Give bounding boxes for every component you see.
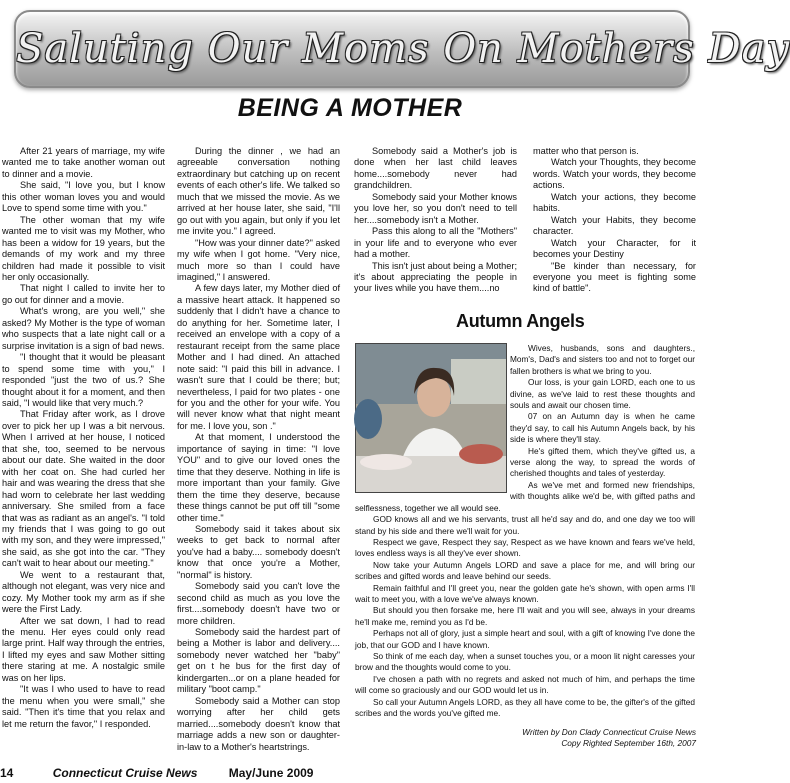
paragraph: "It was I who used to have to read the menu when you were small," she said. "Then it's time that you relax and let me return the favor," I responded. [2,684,165,729]
poem-stanza: Our loss, is your gain LORD, each one to us divine, as we've laid to rest these thoughts and souls and await our chosen time. [510,377,695,411]
paragraph: A few days later, my Mother died of a massive heart attack. It happened so suddenly that I didn't have a chance to do anything for her. Sometime later, I received an envelope with a copy of a restaurant receipt from the same place Mother and I had dined. An attached note said: "I paid this bill in advance. I wasn't sure that I could be there; but; nevertheless, I paid for two plates - one for you and the other for your wife. You will never know what that night meant for me. I love you, son ." [177,283,340,431]
poem-stanza: Perhaps not all of glory, just a simple heart and soul, with a gift of knowing I've done the job, that our GOD and I have known. [355,628,695,650]
page-number: 14 [0,766,14,780]
publication-name: Connecticut Cruise News [52,766,198,780]
poem-credit [522,727,696,749]
paragraph: "How was your dinner date?" asked my wife when I got home. "Very nice, much more so than I could have imagined," I answered. [177,237,340,282]
paragraph: Watch your Habits, they become character. [533,214,696,237]
paragraph: Somebody said you can't love the second child as much as you love the first....somebody doesn't have two or more children. [177,581,340,626]
poem-stanza: 07 on an Autumn day is when he came they'd say, to call his Autumn Angels back, by his side is where they'll stay. [510,411,695,445]
article-column-3 [354,146,517,295]
poem-stanza: GOD knows all and we his servants, trust all he'd say and do, and one day we too will stand by his side and there we'll wait for you. [355,514,695,536]
paragraph: After we sat down, I had to read the menu. Her eyes could only read large print. Half way through the entries, I lifted my eyes and saw Mother sitting there staring at me. A nostalgic smile was on her lips. [2,615,165,683]
paragraph: "I thought that it would be pleasant to spend some time with you," I responded "just the two of us.? She thought about it for a moment, and then said, "I would like that very much.? [2,352,165,408]
poem-stanza: So call your Autumn Angels LORD, as they all have come to be, the gifter's of the gifted scribes and the words you've gifted me. [355,696,695,718]
paragraph: Watch your Thoughts, they become words. Watch your words, they become actions. [533,157,696,191]
paragraph: That night I called to invite her to go out for dinner and a movie. [2,283,165,305]
article-column-4 [533,146,696,295]
article-column-2 [177,146,340,753]
poem-stanza: So think of me each day, when a sunset touches you, or a moon lit night caresses your brow and the thoughts would come to you. [355,650,695,673]
banner-title: Saluting Our Moms On Mothers Day [16,26,790,72]
poem-stanza: As we've met and formed new friendships, with thoughts alike we'd be, with gifted paths and selflessness, together we all would see. [355,479,695,513]
paragraph: She said, "I love you, but I know this other woman loves you and would Love to spend some time with you." [2,180,165,214]
paragraph: During the dinner , we had an agreeable conversation nothing extraordinary but catching up on recent events of each other's life. We talked so much that we missed the movie. As we arrived at her house later, she said, "I'll go out with you again, but only if you let me invite you." I agreed. [177,146,340,237]
article-column-1 [2,146,165,730]
poem-stanza: He's gifted them, which they've gifted us, a verse along the way, to spread the words of cherished thoughts and tales of yesterday. [510,445,695,479]
paragraph: "Be kinder than necessary, for everyone you meet is fighting some kind of battle". [533,260,696,294]
poem-stanza: But should you then forsake me, here I'll wait and you will see, always in your dreams he'll make me, remind you as I'd be. [355,605,695,627]
woman-photo [355,343,507,493]
photo-illustration [356,344,506,492]
paragraph: Somebody said your Mother knows you love her, so you don't need to tell her....somebody isn't a Mother. [354,191,517,225]
paragraph: This isn't just about being a Mother; it's about appreciating the people in your lives while you have them....no [354,260,517,294]
paragraph: matter who that person is. [533,146,639,156]
paragraph: That Friday after work, as I drove over to pick her up I was a bit nervous. When I arrived at her house, I noticed that she, too, seemed to be nervous about our date. She waited in the door with her coat on. She had curled her hair and was wearing the dress that she had worn to celebrate her last wedding anniversary. She smiled from a face that was as radiant as an angel's. "I told my friends that I was going to go out with my son, and they were impressed," she said, as she got into the car. "They can't wait to hear about our meeting." [2,409,165,569]
paragraph: Somebody said it takes about six weeks to get back to normal after you've had a baby.... somebody doesn't know that once you're a Mother, "normal" is history. [177,523,340,580]
poem-title: Autumn Angels [456,311,585,331]
paragraph: What's wrong, are you well," she asked? My Mother is the type of woman who suspects that a late night call or a surprise invitation is a sign of bad news. [2,306,165,351]
poem-stanza: Now take your Autumn Angels LORD and save a place for me, and will bring our scribes and gifted words and leave behind our seeds. [355,559,695,582]
issue-date: May/June 2009 [228,766,314,780]
credit-copyright: Copy Righted September 16th, 2007 [561,738,696,748]
paragraph: We went to a restaurant that, although not elegant, was very nice and cozy. My Mother took my arm as if she were the First Lady. [2,569,165,615]
paragraph: At that moment, I understood the importance of saying in time: "I love YOU" and to give our loved ones the time that they deserve. Nothing in life is more important than your family. Give them the time they deserve, because these things cannot be put off till "some other time." [177,432,340,523]
paragraph: Somebody said a Mother can stop worrying after her child gets married....somebody doesn't know that marriage adds a new son or daughter-in-law to a Mother's heartstrings. [177,695,340,752]
paragraph: The other woman that my wife wanted me to visit was my Mother, who has been a widow for 19 years, but the demands of my work and my three children had made it possible to visit her only occasionally. [2,214,165,282]
credit-author: Written by Don Clady Connecticut Cruise News [522,727,696,737]
poem-stanza: I've chosen a path with no regrets and asked not much of him, and perhaps the time will come so graciously and our GOD would let us in. [355,673,695,696]
paragraph: Somebody said a Mother's job is done when her last child leaves home....somebody never had grandchildren. [354,146,517,191]
paragraph: Watch your actions, they become habits. [533,191,696,214]
poem-stanza: Wives, husbands, sons and daughters., Mom's, Dad's and sisters too and not to forget our fallen brothers is what we bring to you. [510,343,695,376]
paragraph: Pass this along to all the "Mothers" in your life and to everyone who ever had a mother. [354,226,517,260]
poem-stanza: Remain faithful and I'll greet you, near the golden gate he's shown, with open arms I'll wait to meet you, with a love we've always known. [355,582,695,604]
paragraph: Watch your Character, for it becomes your Destiny [533,237,696,260]
page-footer [0,766,700,780]
paragraph: After 21 years of marriage, my wife wanted me to take another woman out to dinner and a movie. [2,146,165,179]
title-banner [14,10,790,88]
article-headline: BEING A MOTHER [237,94,463,122]
poem-stanza: Respect we gave, Respect they say, Respect as we have known and fears we've held, loves endless ways is all they've ever shown. [355,536,695,559]
paragraph: Somebody said the hardest part of being a Mother is labor and delivery.... somebody never watched her "baby" get on t he bus for the first day of kindergarten...or on a plane headed for military "boot camp." [177,627,340,695]
